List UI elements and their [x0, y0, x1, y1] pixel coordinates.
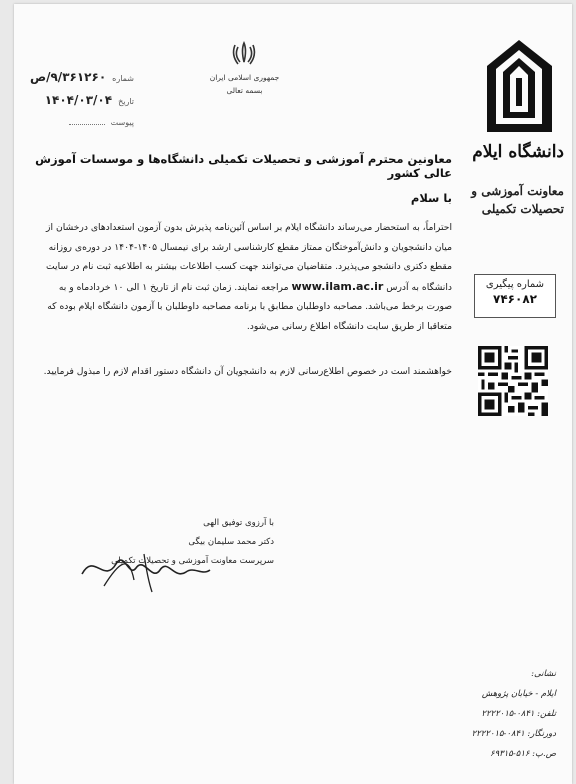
university-name: دانشگاه ایلام — [472, 142, 564, 162]
address: ایلام - خیابان پژوهش — [481, 689, 556, 699]
deputy-line-2: تحصیلات تکمیلی — [481, 202, 564, 216]
fax: دورنگار: ۰۸۴۱-۲۲۲۲۰۱۵ — [471, 729, 556, 739]
postal-box: ص.پ: ۵۱۶-۶۹۳۱۵ — [490, 749, 556, 759]
greeting: با سلام — [410, 191, 452, 205]
recipient-line: معاونین محترم آموزشی و تحصیلات تکمیلی دانشگاه‌ها و موسسات آموزش عالی کشور — [35, 152, 452, 180]
number-value: ۹/۳۶۱۲۶۰/ص — [29, 70, 107, 84]
university-logo — [482, 36, 557, 136]
handwritten-signature — [74, 534, 214, 594]
bismillah-line: بسمه تعالی — [226, 86, 263, 95]
iran-emblem-icon — [229, 38, 259, 68]
signer-name: دکتر محمد سلیمان بیگی — [188, 537, 274, 547]
closing-line: با آرزوی توفیق الهی — [203, 518, 274, 528]
letter-date — [34, 93, 134, 107]
state-line: جمهوری اسلامی ایران — [209, 73, 280, 82]
number-label: شماره — [112, 74, 134, 83]
phone: تلفن: ۰۸۴۱-۲۲۲۲۰۱۵ — [481, 709, 556, 719]
letter-number — [29, 70, 134, 84]
contact-footer — [444, 664, 556, 764]
deputy-line-1: معاونت آموزشی و — [471, 184, 564, 198]
paragraph-1-text-a: احتراماً، به استحضار می‌رساند دانشگاه ایلام بر اساس آئین‌نامه پذیرش بدون آزمون استعدادهای درخشان از میان دانشجویان و دانش‌آموختگان ممتاز مقطع کارشناسی ارشد برای نیمسال ۱۴۰۵-۱۴۰۴ در دوره‌ی روزانه مقطع دکتری دانشجو می‌پذیرد. متقاضیان می‌توانند جهت کسب اطلاعات بیشتر به اطلاعیه ثبت نام در سایت دانشگاه به آدرس — [46, 222, 452, 293]
state-header — [202, 71, 287, 97]
letter-page — [14, 4, 572, 784]
tracking-box — [474, 274, 556, 318]
attachment-label: پیوست — [110, 118, 134, 127]
signer-title: سرپرست معاونت آموزشی و تحصیلات تکمیلی — [111, 556, 274, 566]
body-paragraph-2: خواهشمند است در خصوص اطلاع‌رسانی لازم به دانشجویان آن دانشگاه دستور اقدام لازم را مبذول فرمایید. — [43, 366, 452, 377]
date-value: ۱۴۰۴/۰۳/۰۴ — [44, 93, 113, 107]
tracking-label: شماره پیگیری — [485, 279, 545, 290]
letter-attachment — [34, 117, 134, 128]
date-label: تاریخ — [118, 97, 134, 106]
qr-code-icon[interactable] — [478, 346, 548, 416]
tracking-number: ۷۴۶۰۸۲ — [493, 292, 537, 306]
deputy-title — [444, 182, 564, 218]
paragraph-1-text-b: مراجعه نمایند. زمان ثبت نام از تاریخ ۱ الی ۱۰ خردادماه و به صورت برخط می‌باشد. مصاحبه داوطلبان مطابق با برنامه مصاحبه داوطلبان با آزمون دانشگاه ایلام بوده که متعاقبا از طریق سایت دانشگاه اطلاع رسانی می‌شود. — [47, 281, 452, 332]
website-link[interactable]: www.ilam.ac.ir — [291, 279, 384, 293]
body-paragraph-1 — [34, 218, 452, 336]
address-label: نشانی: — [531, 669, 556, 679]
